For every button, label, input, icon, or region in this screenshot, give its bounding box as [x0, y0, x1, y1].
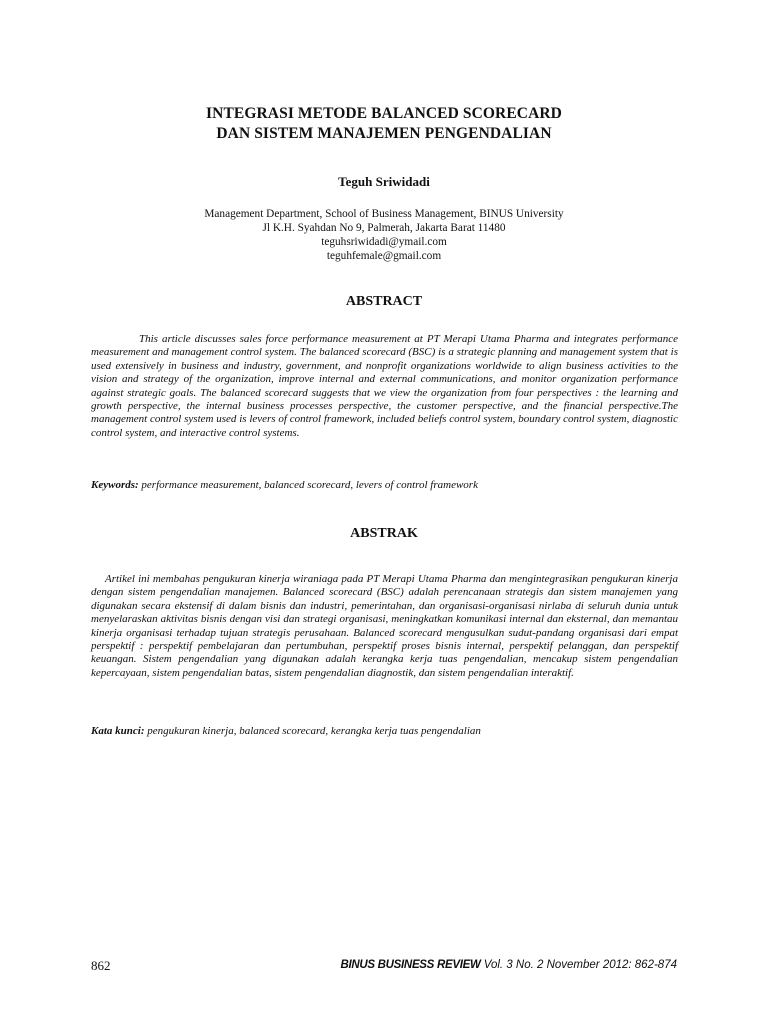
keywords-label: Keywords: — [91, 479, 139, 491]
abstrak-heading: ABSTRAK — [350, 526, 418, 541]
paper-title-line-2: DAN SISTEM MANAJEMEN PENGENDALIAN — [216, 125, 552, 142]
author-name: Teguh Sriwidadi — [338, 174, 430, 189]
paper-title-line-1: INTEGRASI METODE BALANCED SCORECARD — [206, 105, 562, 122]
citation-details: Vol. 3 No. 2 November 2012: 862-874 — [483, 959, 677, 971]
abstrak-body: Artikel ini membahas pengukuran kinerja wiraniaga pada PT Merapi Utama Pharma dan mengintegrasikan pengukuran kinerja dengan sistem pengendalian manajemen. Balanced scorecard (BSC) adalah perencanaan strategis dan sistem manajemen yang digunakan secara ekstensif di dalam bisnis dan industri, pemerintahan, dan organisasi-organisasi nirlaba di seluruh dunia untuk menyelaraskan aktivitas bisnis dengan visi dan strategi organisasi, meningkatkan komunikasi internal dan eksternal, dan memantau kinerja organisasi terhadap tujuan strategis perusahaan. Balanced scorecard mengusulkan sudut-pandang organisasi dari empat perspektif : perspektif pembelajaran dan pertumbuhan, perspektif proses bisnis internal, perspektif pelanggan, dan perspektif keuangan. Sistem pengendalian yang digunakan adalah kerangka kerja tuas pengendalian, mencakup sistem pengendalian kepercayaan, sistem pengendalian batas, sistem pengendalian diagnostik, dan sistem pengendalian interaktif. — [91, 573, 678, 679]
abstract-heading: ABSTRACT — [345, 294, 423, 309]
journal-name: BINUS BUSINESS REVIEW — [340, 959, 481, 971]
keywords-text: performance measurement, balanced scorecard, levers of control framework — [141, 479, 478, 491]
journal-citation — [340, 959, 677, 971]
abstrak-keywords — [91, 725, 678, 738]
page-number: 862 — [91, 958, 111, 973]
affiliation-department: Management Department, School of Business Management, BINUS University — [204, 208, 564, 220]
author-email-1: teguhsriwidadi@ymail.com — [321, 236, 447, 248]
author-email-2: teguhfemale@gmail.com — [326, 250, 442, 262]
abstract-body: This article discusses sales force performance measurement at PT Merapi Utama Pharma and integrates performance measurement and management control system. The balanced scorecard (BSC) is a strategic planning and management system that is used extensively in business and industry, government, and nonprofit organizations worldwide to align business activities to the vision and strategy of the organization, improve internal and external communications, and monitor organization performance against strategic goals. The balanced scorecard suggests that we view the organization from four perspectives : the learning and growth perspective, the internal business processes perspective, the customer perspective, and the financial perspective.The management control system used is levers of control framework, included beliefs control system, boundary control system, diagnostic control system, and interactive control systems. — [91, 333, 678, 439]
kata-kunci-label: Kata kunci: — [91, 725, 145, 737]
abstract-keywords — [91, 479, 678, 492]
kata-kunci-text: pengukuran kinerja, balanced scorecard, kerangka kerja tuas pengendalian — [147, 725, 481, 737]
affiliation-address: Jl K.H. Syahdan No 9, Palmerah, Jakarta Barat 11480 — [262, 222, 506, 234]
